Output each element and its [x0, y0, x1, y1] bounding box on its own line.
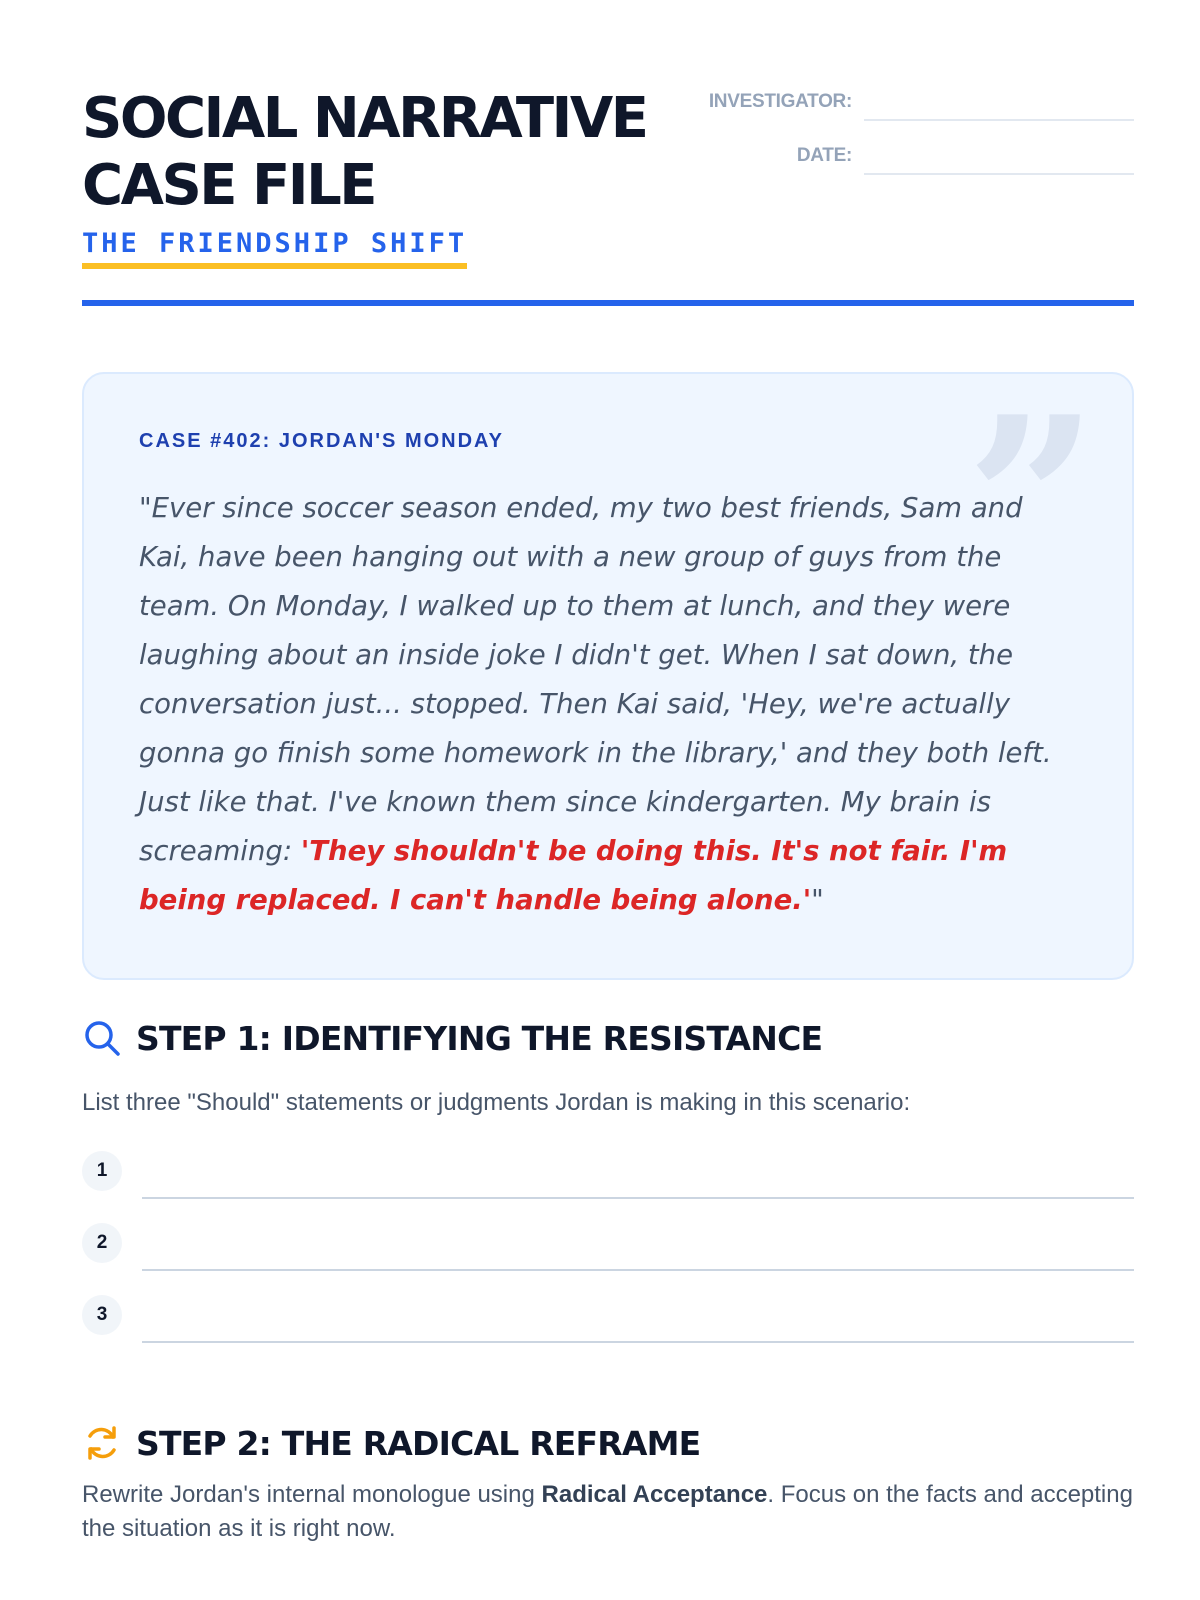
search-icon	[82, 1018, 122, 1058]
investigator-input-line[interactable]	[864, 119, 1134, 121]
answer-row-3	[82, 1295, 1134, 1355]
step1-description: List three "Should" statements or judgments Jordan is making in this scenario:	[82, 1089, 911, 1116]
page-title	[82, 85, 702, 219]
refresh-icon	[82, 1423, 122, 1463]
answer-number: 1	[82, 1151, 122, 1191]
step2-desc-before: Rewrite Jordan's internal monologue using	[82, 1481, 542, 1508]
header	[82, 85, 1134, 315]
page-subtitle: THE FRIENDSHIP SHIFT	[82, 228, 467, 269]
investigator-label: INVESTIGATOR:	[708, 91, 852, 112]
step2-description	[82, 1478, 1134, 1546]
title-line-1: SOCIAL NARRATIVE	[82, 86, 647, 151]
answer-number: 2	[82, 1223, 122, 1263]
title-line-2: CASE FILE	[82, 153, 376, 218]
answer-number: 3	[82, 1295, 122, 1335]
answer-input-line[interactable]	[142, 1341, 1134, 1343]
answer-input-line[interactable]	[142, 1197, 1134, 1199]
step2-desc-after: . Focus on the facts and accepting the situation as it is right now.	[82, 1481, 1133, 1542]
step2-desc-bold: Radical Acceptance	[541, 1481, 768, 1508]
case-text-emphasis: 'They shouldn't be doing this. It's not fair. I'm being replaced. I can't handle being alone.'	[139, 835, 1008, 916]
investigator-field	[704, 85, 1134, 139]
meta-fields	[704, 85, 1134, 193]
step1-heading	[82, 1014, 822, 1062]
header-divider	[82, 300, 1134, 306]
step2-heading	[82, 1419, 700, 1467]
case-text-close: "	[811, 884, 824, 916]
quote-icon: ”	[965, 367, 1098, 637]
worksheet-page	[82, 0, 1134, 1600]
date-field	[704, 139, 1134, 193]
step2-title: STEP 2: THE RADICAL REFRAME	[136, 1423, 701, 1463]
date-input-line[interactable]	[864, 173, 1134, 175]
answer-input-line[interactable]	[142, 1269, 1134, 1271]
step1-title: STEP 1: IDENTIFYING THE RESISTANCE	[136, 1018, 823, 1058]
date-label: DATE:	[796, 145, 852, 166]
answer-row-2	[82, 1223, 1134, 1283]
case-narrative-text	[139, 484, 1079, 925]
case-label: CASE #402: JORDAN'S MONDAY	[139, 430, 504, 452]
case-text-plain: "Ever since soccer season ended, my two best friends, Sam and Kai, have been hanging out with a new group of guys from the team. On Monday, I walked up to them at lunch, and they were laughing about an inside joke I didn't get. When I sat down, the conversation just... stopped. Then Kai said, 'Hey, we're actually gonna go finish some homework in the library,' and they both left. Just like that. I've known them since kindergarten. My brain is screaming:	[139, 492, 1052, 867]
case-narrative-box	[82, 367, 1134, 980]
answer-row-1	[82, 1151, 1134, 1211]
